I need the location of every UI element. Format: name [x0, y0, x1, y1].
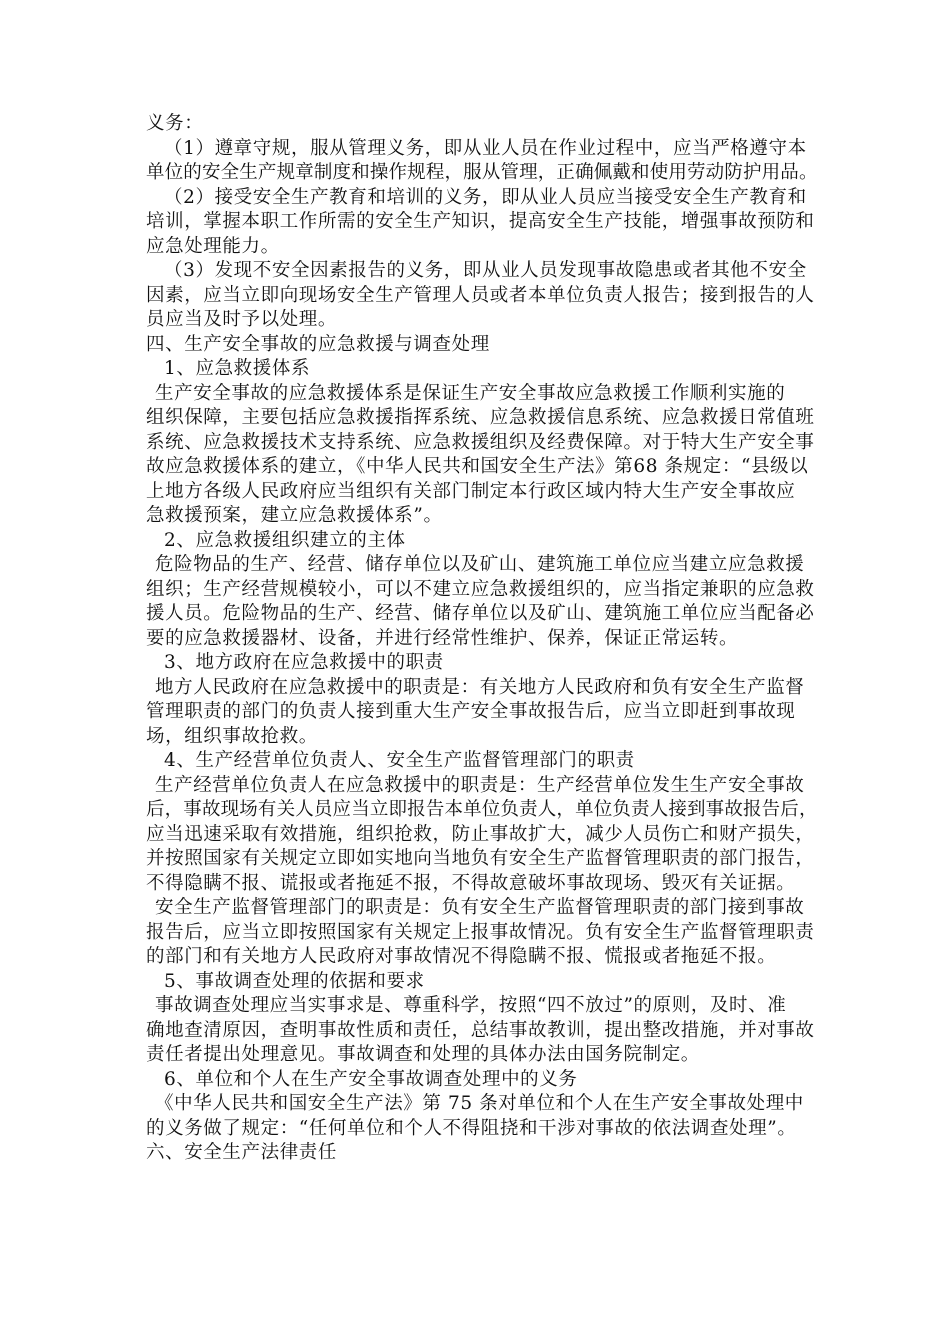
text-line: （2）接受安全生产教育和培训的义务，即从业人员应当接受安全生产教育和	[164, 186, 807, 208]
text-line: 应当迅速采取有效措施，组织抢救，防止事故扩大，减少人员伤亡和财产损失，	[146, 823, 815, 845]
text-line: （1）遵章守规，服从管理义务，即从业人员在作业过程中，应当严格遵守本	[164, 137, 807, 159]
text-line: 并按照国家有关规定立即如实地向当地负有安全生产监督管理职责的部门报告，	[146, 848, 815, 869]
text-line: 的部门和有关地方人民政府对事故情况不得隐瞒不报、慌报或者拖延不报。	[146, 946, 777, 967]
text-line: 生产安全事故的应急救援体系是保证生产安全事故应急救援工作顺利实施的	[155, 382, 786, 404]
section-heading: 四、生产安全事故的应急救援与调查处理	[146, 333, 490, 355]
subsection-heading: 3、地方政府在应急救援中的职责	[164, 652, 444, 673]
text-line: 系统、应急救援技术支持系统、应急救援组织及经费保障。对于特大生产安全事	[146, 431, 815, 453]
text-line: 事故调查处理应当实事求是、尊重科学，按照“四不放过”的原则，及时、准	[155, 995, 787, 1016]
subsection-heading: 4、生产经营单位负责人、安全生产监督管理部门的职责	[164, 750, 635, 771]
text-line: 安全生产监督管理部门的职责是：负有安全生产监督管理职责的部门接到事故	[155, 897, 805, 918]
section-heading: 六、安全生产法律责任	[146, 1142, 338, 1163]
text-line: 确地查清原因，查明事故性质和责任，总结事故教训，提出整改措施，并对事故	[146, 1019, 815, 1041]
text-line: （3）发现不安全因素报告的义务，即从业人员发现事故隐患或者其他不安全	[164, 260, 807, 281]
text-line: 员应当及时予以处理。	[146, 309, 338, 330]
text-line: 要的应急救援器材、设备，并进行经常性维护、保养，保证正常运转。	[146, 627, 739, 649]
text-line: 急救援预案，建立应急救援体系”。	[146, 505, 443, 526]
text-line: 组织保障，主要包括应急救援指挥系统、应急救援信息系统、应急救援日常值班	[146, 407, 815, 428]
subsection-heading: 1、应急救援体系	[164, 358, 311, 379]
text-line: 援人员。危险物品的生产、经营、储存单位以及矿山、建筑施工单位应当配备必	[146, 603, 815, 624]
text-line: 因素，应当立即向现场安全生产管理人员或者本单位负责人报告；接到报告的人	[146, 284, 815, 306]
subsection-heading: 5、事故调查处理的依据和要求	[164, 970, 425, 992]
text-line: 不得隐瞒不报、谎报或者拖延不报，不得故意破坏事故现场、毁灭有关证据。	[146, 872, 796, 894]
subsection-heading: 2、应急救援组织建立的主体	[164, 529, 406, 551]
text-line: 管理职责的部门的负责人接到重大生产安全事故报告后，应当立即赶到事故现	[146, 701, 796, 722]
text-line: 《中华人民共和国安全生产法》第 75 条对单位和个人在生产安全事故处理中	[155, 1093, 804, 1114]
text-line: 生产经营单位负责人在应急救援中的职责是：生产经营单位发生生产安全事故	[155, 774, 805, 796]
document-body	[146, 112, 818, 1166]
text-line: 上地方各级人民政府应当组织有关部门制定本行政区域内特大生产安全事故应	[146, 480, 796, 502]
text-line: 组织；生产经营规模较小，可以不建立应急救援组织的，应当指定兼职的应急救	[146, 578, 815, 600]
text-line: 单位的安全生产规章制度和操作规程，服从管理，正确佩戴和使用劳动防护用品。	[146, 162, 818, 183]
subsection-heading: 6、单位和个人在生产安全事故调查处理中的义务	[164, 1068, 578, 1090]
text-line: 培训，掌握本职工作所需的安全生产知识，提高安全生产技能，增强事故预防和	[146, 211, 815, 232]
text-line: 报告后，应当立即按照国家有关规定上报事故情况。负有安全生产监督管理职责	[146, 921, 815, 943]
text-line: 后，事故现场有关人员应当立即报告本单位负责人，单位负责人接到事故报告后，	[146, 799, 818, 820]
text-line: 地方人民政府在应急救援中的职责是：有关地方人民政府和负有安全生产监督	[155, 676, 805, 698]
text-line: 义务：	[146, 113, 204, 134]
text-line: 责任者提出处理意见。事故调查和处理的具体办法由国务院制定。	[146, 1044, 700, 1065]
text-line: 危险物品的生产、经营、储存单位以及矿山、建筑施工单位应当建立应急救援	[155, 554, 805, 575]
text-line: 应急处理能力。	[146, 235, 280, 257]
text-line: 故应急救援体系的建立，《中华人民共和国安全生产法》第68 条规定：“县级以	[146, 456, 809, 477]
text-line: 的义务做了规定：“任何单位和个人不得阻挠和干涉对事故的依法调查处理”。	[146, 1117, 797, 1139]
text-line: 场，组织事故抢救。	[146, 725, 318, 747]
